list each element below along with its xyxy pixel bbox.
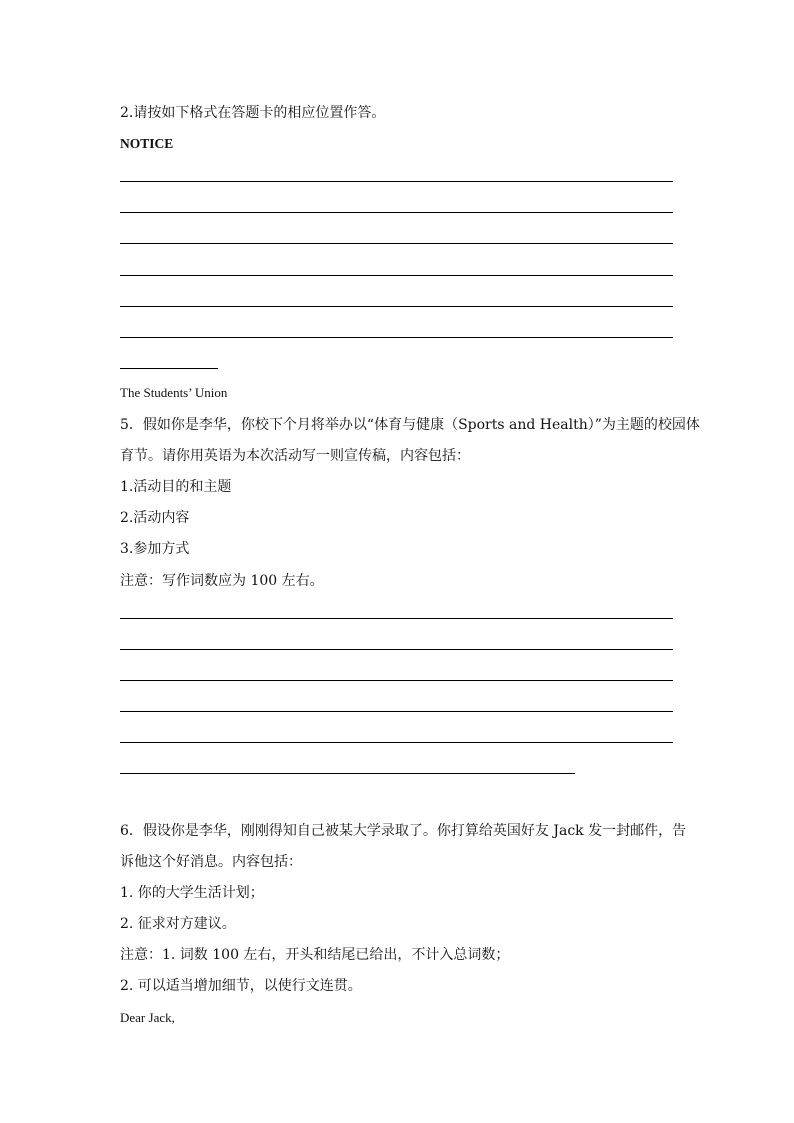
answer-line — [120, 618, 673, 619]
q5-item-2: 2.活动内容 — [120, 510, 190, 526]
q6-prompt-line1: 6．假设你是李华，刚刚得知自己被某大学录取了。你打算给英国好友 Jack 发一封邮件，告 — [120, 823, 687, 839]
answer-line — [120, 275, 673, 276]
answer-line — [120, 773, 575, 774]
answer-line — [120, 306, 673, 307]
q6-prompt-line2: 诉他这个好消息。内容包括： — [120, 854, 302, 870]
notice-signature: The Students’ Union — [120, 385, 228, 400]
q6-item-1: 1. 你的大学生活计划； — [120, 885, 264, 901]
answer-line — [120, 711, 673, 712]
date-line — [120, 368, 218, 369]
answer-line — [120, 742, 673, 743]
letter-salutation: Dear Jack, — [120, 1010, 175, 1025]
answer-line — [120, 243, 673, 244]
q6-note-2: 2. 可以适当增加细节，以使行文连贯。 — [120, 978, 362, 994]
q6-item-2: 2. 征求对方建议。 — [120, 916, 236, 932]
q5-item-1: 1.活动目的和主题 — [120, 479, 232, 495]
q5-item-3: 3.参加方式 — [120, 541, 190, 557]
answer-line — [120, 337, 673, 338]
answer-line — [120, 649, 673, 650]
answer-line — [120, 212, 673, 213]
answer-line — [120, 680, 673, 681]
q6-note-1: 注意：1. 词数 100 左右，开头和结尾已给出，不计入总词数； — [120, 947, 510, 963]
q4-instruction: 2.请按如下格式在答题卡的相应位置作答。 — [120, 105, 386, 121]
notice-heading: NOTICE — [120, 136, 174, 151]
q5-prompt-line2: 育节。请你用英语为本次活动写一则宣传稿，内容包括： — [120, 448, 470, 464]
answer-line — [120, 181, 673, 182]
q5-note: 注意：写作词数应为 100 左右。 — [120, 573, 324, 589]
q5-prompt-line1: 5．假如你是李华，你校下个月将举办以“体育与健康（Sports and Health）”为主题的校园体 — [120, 417, 700, 433]
